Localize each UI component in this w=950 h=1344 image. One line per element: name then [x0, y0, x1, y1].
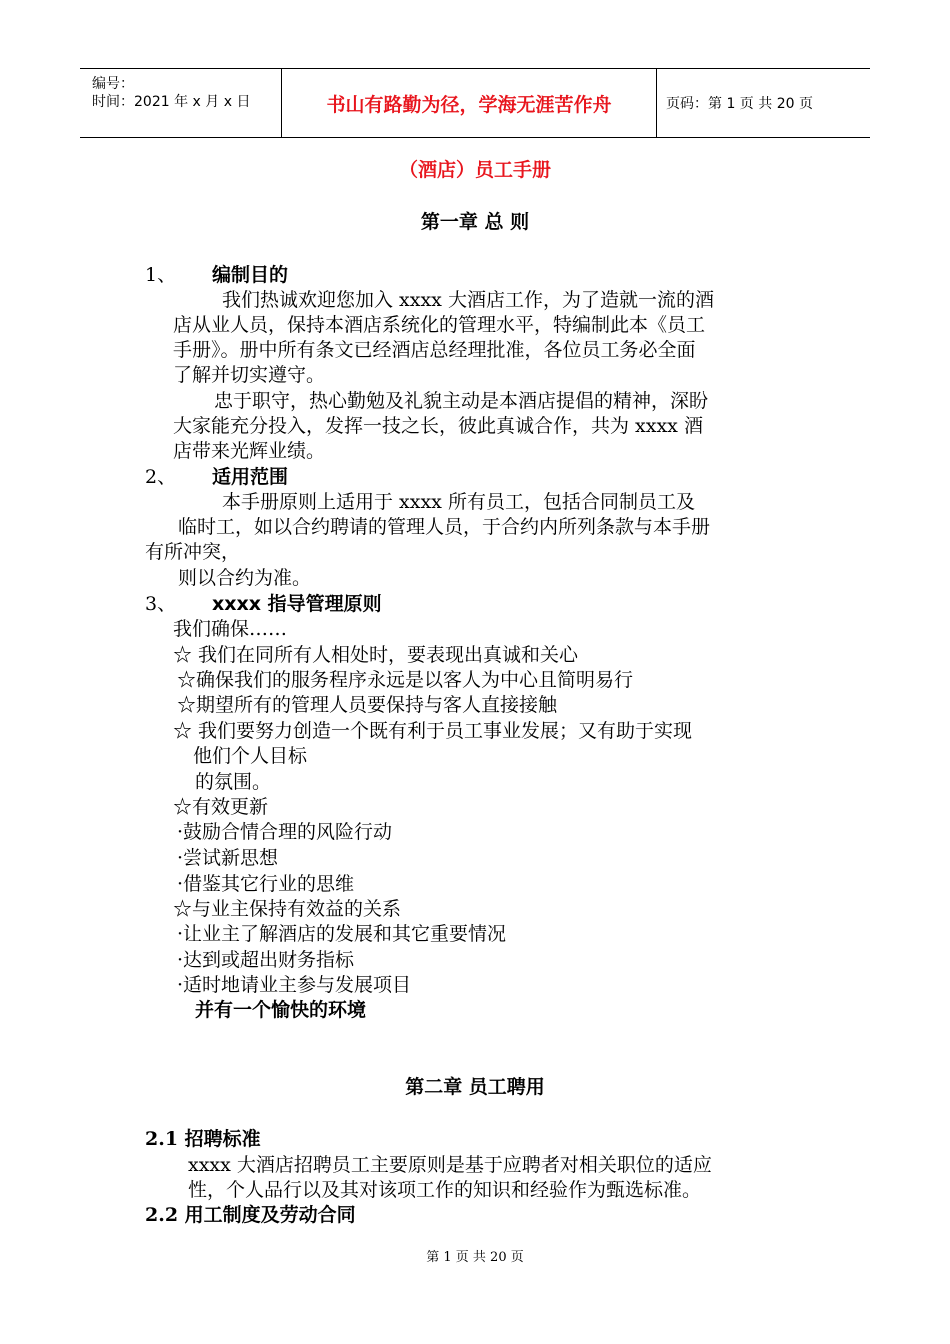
principle-item-continued: 的氛围。	[195, 771, 272, 793]
paragraph-line: 则以合约为准。	[178, 567, 312, 589]
bullet-item: ·借鉴其它行业的思维	[177, 873, 355, 895]
paragraph-line: 店带来光辉业绩。	[173, 440, 326, 462]
section21-title: 2.1 招聘标准	[145, 1128, 261, 1150]
section22-title: 2.2 用工制度及劳动合同	[145, 1204, 356, 1226]
header-motto: 书山有路勤为径，学海无涯苦作舟	[281, 69, 657, 137]
header-number-label: 编号：	[92, 76, 134, 92]
page-footer: 第 1 页 共 20 页	[426, 1250, 524, 1265]
section1-number: 1、	[145, 264, 177, 286]
paragraph-line: 了解并切实遵守。	[173, 364, 326, 386]
header-meta	[80, 69, 280, 137]
principle-item: ☆ 我们在同所有人相处时，要表现出真诚和关心	[173, 644, 579, 666]
paragraph-line: xxxx 大酒店招聘员工主要原则是基于应聘者对相关职位的适应	[188, 1154, 712, 1176]
section3-number: 3、	[145, 593, 177, 615]
paragraph-line: 店从业人员，保持本酒店系统化的管理水平，特编制此本《员工	[173, 314, 706, 336]
paragraph-line: 临时工，如以合约聘请的管理人员，于合约内所列条款与本手册	[178, 516, 711, 538]
principle-item: ☆确保我们的服务程序永远是以客人为中心且简明易行	[177, 669, 634, 691]
section2-number: 2、	[145, 466, 177, 488]
paragraph-line: 性，个人品行以及其对该项工作的知识和经验作为甄选标准。	[188, 1179, 702, 1201]
principle-item: ☆与业主保持有效益的关系	[173, 898, 402, 920]
closing-line: 并有一个愉快的环境	[195, 999, 367, 1021]
paragraph-line: 手册》。册中所有条文已经酒店总经理批准，各位员工务必全面	[173, 339, 696, 361]
paragraph-line: 忠于职守，热心勤勉及礼貌主动是本酒店提倡的精神，深盼	[214, 390, 709, 412]
paragraph-line: 本手册原则上适用于 xxxx 所有员工，包括合同制员工及	[222, 491, 695, 513]
bullet-item: ·鼓励合情合理的风险行动	[177, 821, 393, 843]
page-header	[80, 68, 870, 138]
bullet-item: ·尝试新思想	[177, 847, 279, 869]
bullet-item: ·适时地请业主参与发展项目	[177, 974, 412, 996]
principle-item-continued: 他们个人目标	[193, 745, 308, 767]
paragraph-line: 大家能充分投入，发挥一技之长，彼此真诚合作，共为 xxxx 酒	[173, 415, 703, 437]
paragraph-line: 我们热诚欢迎您加入 xxxx 大酒店工作，为了造就一流的酒	[222, 289, 714, 311]
bullet-item: ·让业主了解酒店的发展和其它重要情况	[177, 923, 507, 945]
document-title: （酒店）员工手册	[398, 159, 551, 181]
chapter2-title: 第二章 员工聘用	[405, 1076, 545, 1098]
header-date-label: 时间：2021 年 x 月 x 日	[92, 94, 251, 110]
principle-item: ☆ 我们要努力创造一个既有利于员工事业发展；又有助于实现	[173, 720, 693, 742]
paragraph-line: 我们确保……	[173, 618, 288, 640]
section3-title: xxxx 指导管理原则	[212, 593, 382, 615]
paragraph-line: 有所冲突，	[145, 541, 241, 563]
bullet-item: ·达到或超出财务指标	[177, 949, 355, 971]
principle-item: ☆期望所有的管理人员要保持与客人直接接触	[177, 694, 558, 716]
principle-item: ☆有效更新	[173, 796, 269, 818]
chapter1-title: 第一章 总 则	[420, 211, 530, 233]
section1-title: 编制目的	[212, 264, 289, 286]
header-page-info: 页码：第 1 页 共 20 页	[666, 96, 813, 112]
section2-title: 适用范围	[212, 466, 289, 488]
